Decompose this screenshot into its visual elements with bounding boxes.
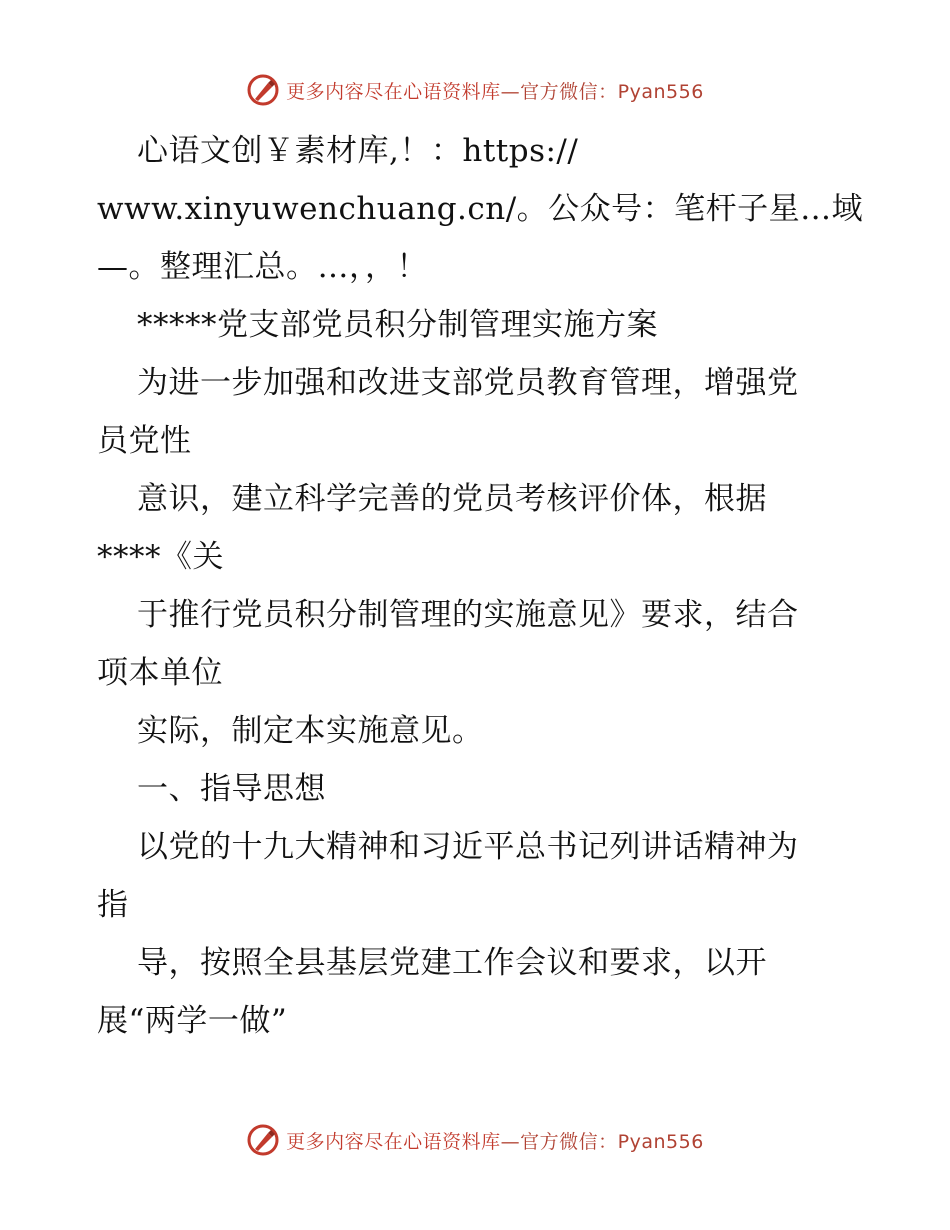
text-line: ****《关 bbox=[97, 539, 224, 575]
text-line: 于推行党员积分制管理的实施意见》要求，结合 bbox=[137, 597, 799, 633]
text-line: 心语文创￥素材库,！：https:// bbox=[137, 133, 579, 169]
watermark-text: 更多内容尽在心语资料库—官方微信：Pyan556 bbox=[286, 80, 704, 103]
text-line: 指 bbox=[97, 887, 129, 923]
watermark-footer bbox=[0, 1120, 950, 1160]
document-body bbox=[97, 122, 864, 1050]
watermark-header bbox=[0, 70, 950, 110]
text-line: 员党性 bbox=[97, 423, 192, 459]
pen-logo-icon bbox=[246, 73, 280, 107]
text-line: —。整理汇总。…，，！ bbox=[97, 249, 428, 285]
text-line: 展“两学一做” bbox=[97, 1003, 288, 1039]
text-line: 实际，制定本实施意见。 bbox=[137, 713, 484, 749]
section-heading: 一、指导思想 bbox=[137, 771, 326, 807]
text-line: 导，按照全县基层党建工作会议和要求，以开 bbox=[137, 945, 767, 981]
text-line: 意识，建立科学完善的党员考核评价体，根据 bbox=[137, 481, 767, 517]
text-line: 为进一步加强和改进支部党员教育管理，增强党 bbox=[137, 365, 799, 401]
text-line: www.xinyuwenchuang.cn/。公众号：笔杆子星…域 bbox=[97, 191, 864, 227]
text-line: 项本单位 bbox=[97, 655, 223, 691]
watermark-text: 更多内容尽在心语资料库—官方微信：Pyan556 bbox=[286, 1130, 704, 1153]
text-line: 以党的十九大精神和习近平总书记列讲话精神为 bbox=[137, 829, 799, 865]
document-title: *****党支部党员积分制管理实施方案 bbox=[137, 307, 658, 343]
pen-logo-icon bbox=[246, 1123, 280, 1157]
